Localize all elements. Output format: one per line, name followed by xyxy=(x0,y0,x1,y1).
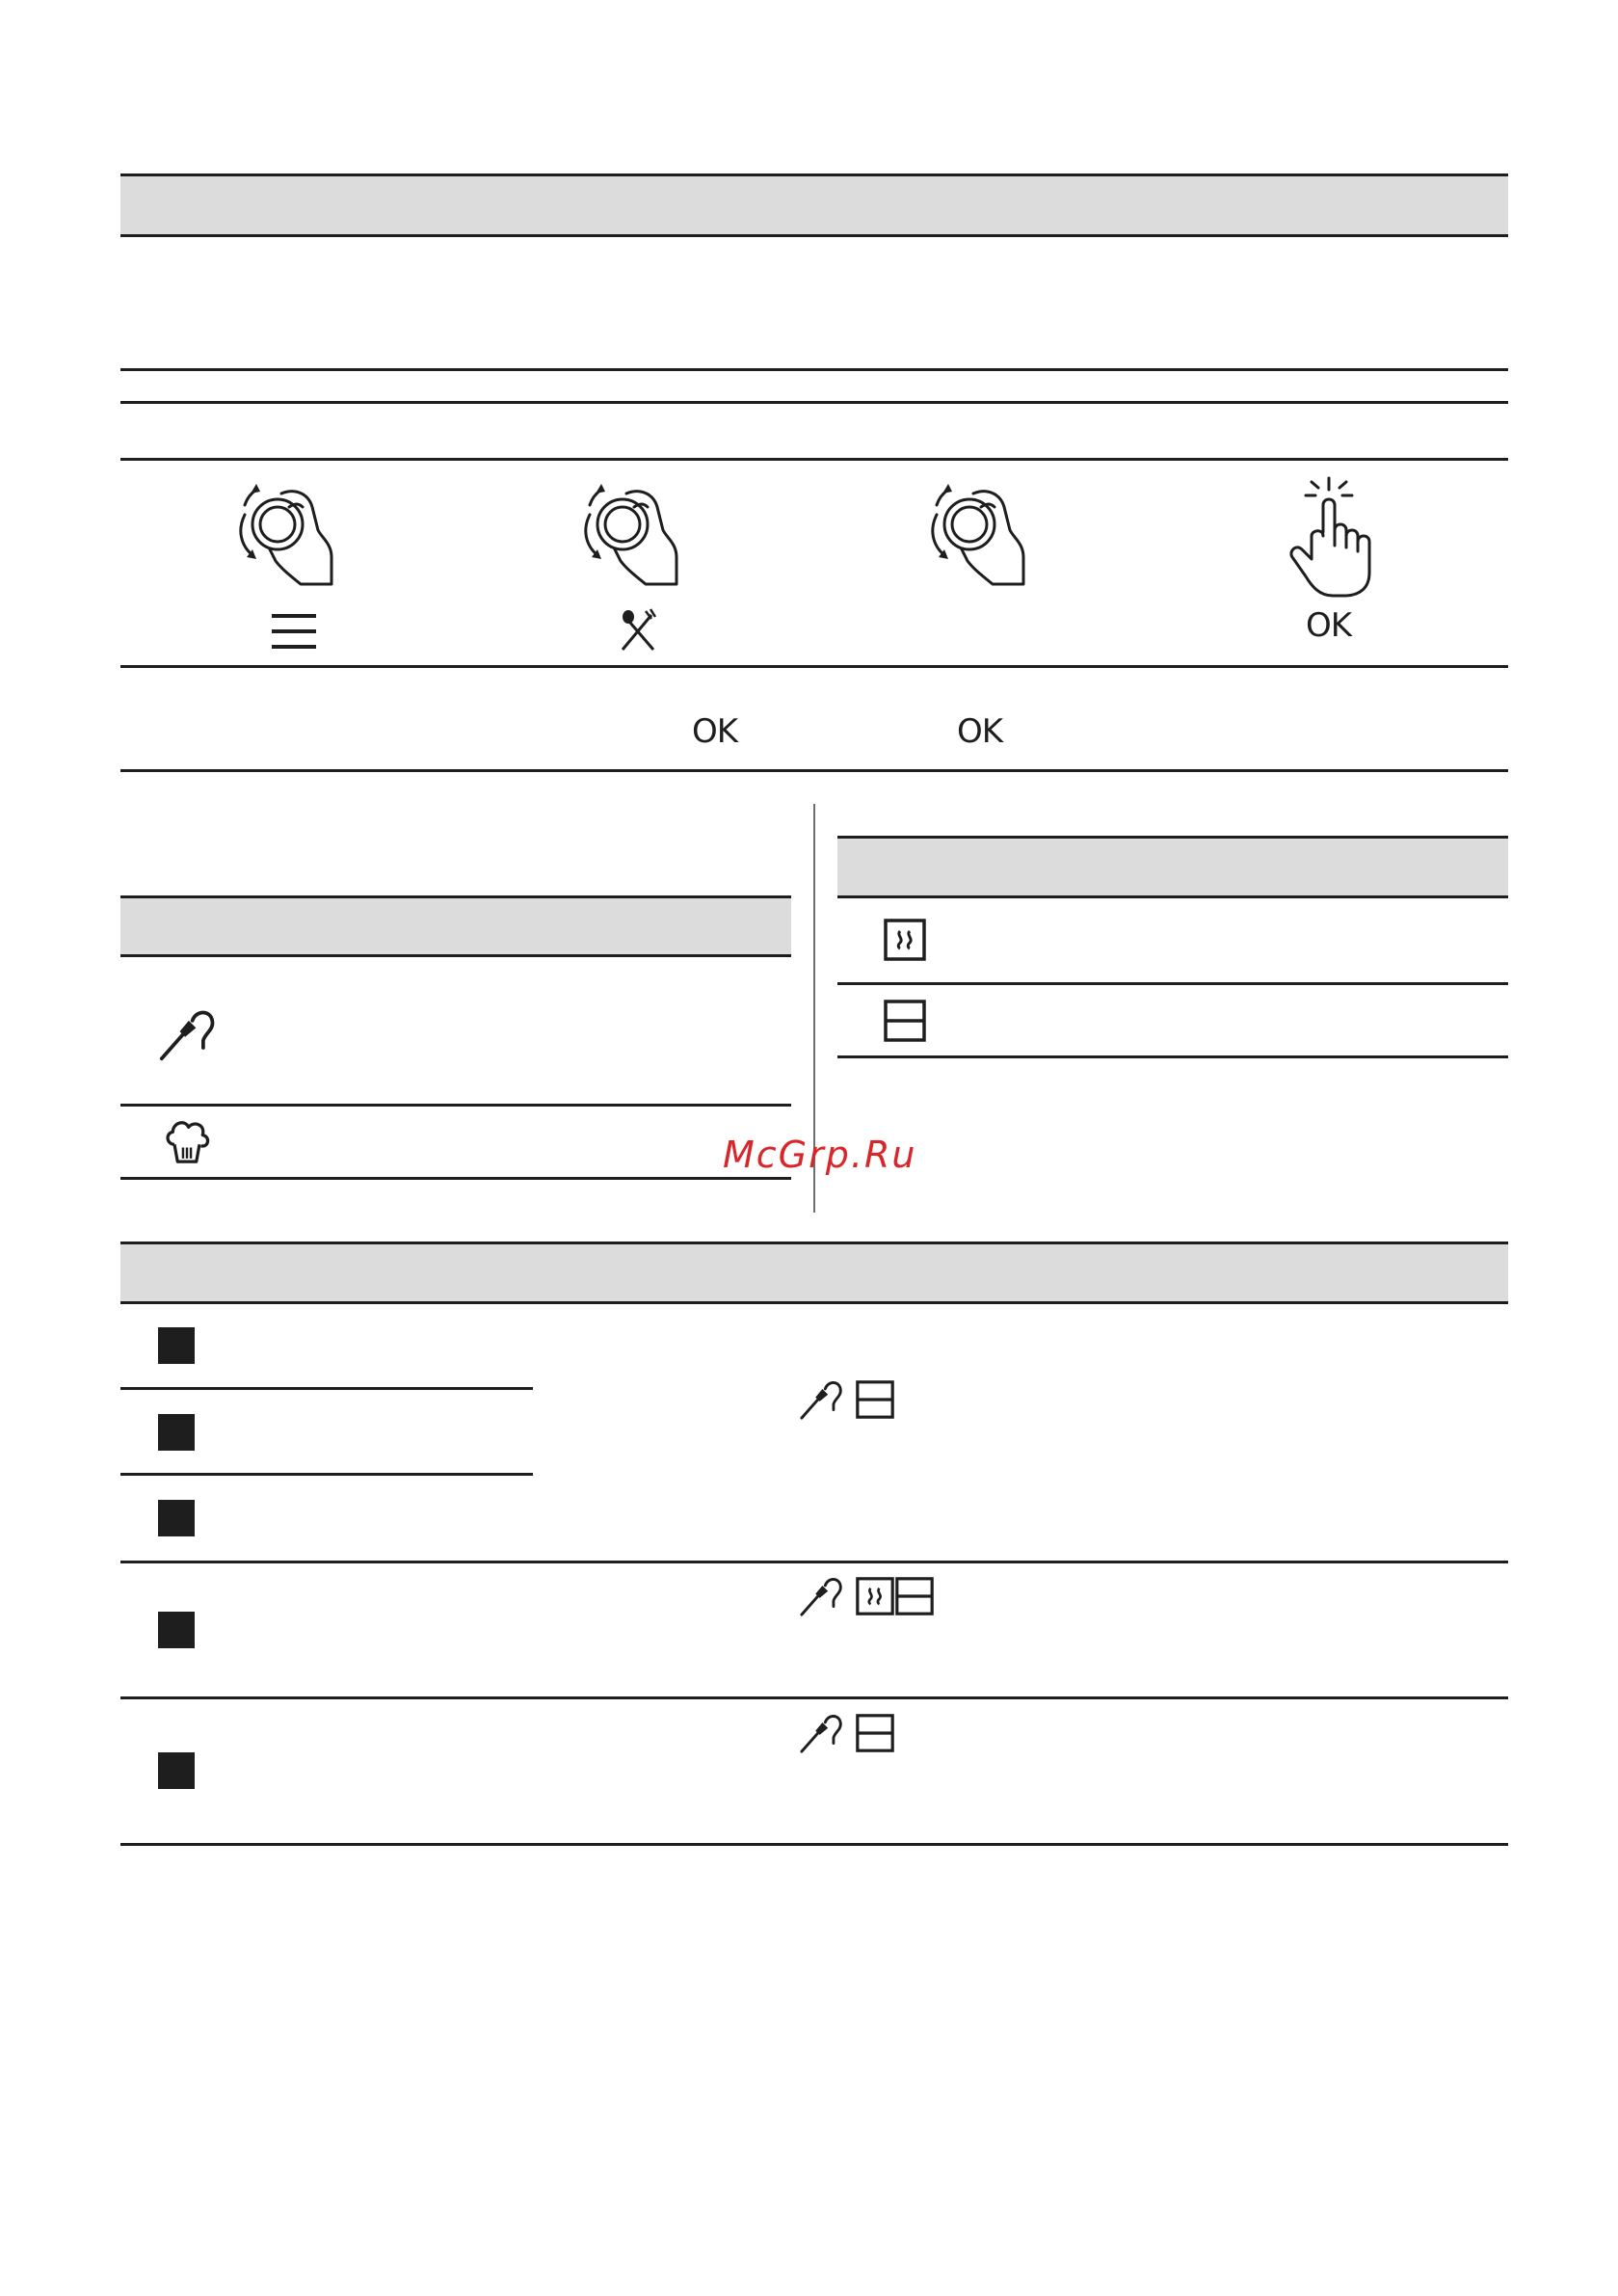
meat-probe-icon xyxy=(158,1004,216,1062)
top-heat-icon xyxy=(884,919,926,961)
top-heat-icon xyxy=(856,1577,894,1615)
rule xyxy=(837,895,1508,898)
header-band-bottom xyxy=(120,1243,1508,1302)
watermark: McGrp.Ru xyxy=(723,1134,917,1176)
rule xyxy=(120,1387,533,1390)
rule xyxy=(120,1696,1508,1699)
ok-label: OK xyxy=(692,712,738,751)
rule xyxy=(120,1104,791,1107)
bottom-heat-icon xyxy=(856,1714,894,1752)
rule xyxy=(120,1241,1508,1244)
spoon-fork-icon xyxy=(617,609,659,652)
rule xyxy=(120,1177,791,1180)
ok-label: OK xyxy=(957,712,1003,751)
rotate-knob-hand-icon xyxy=(231,474,347,590)
rule xyxy=(120,401,1508,404)
rule xyxy=(120,368,1508,371)
rule xyxy=(120,234,1508,237)
bottom-heat-icon xyxy=(856,1380,894,1419)
meat-probe-icon xyxy=(799,1376,843,1421)
black-square-marker xyxy=(158,1752,195,1789)
header-band-top xyxy=(120,175,1508,236)
rule xyxy=(120,895,791,898)
meat-probe-icon xyxy=(799,1573,843,1617)
rule xyxy=(120,458,1508,461)
rule xyxy=(837,1055,1508,1058)
header-band-right xyxy=(837,838,1508,896)
menu-icon xyxy=(270,613,318,650)
black-square-marker xyxy=(158,1612,195,1648)
bottom-heat-icon xyxy=(884,1000,926,1042)
rule xyxy=(120,1843,1508,1846)
rule xyxy=(120,665,1508,668)
rule xyxy=(837,982,1508,985)
black-square-marker xyxy=(158,1500,195,1536)
rule xyxy=(120,1301,1508,1304)
press-knob-hand-icon xyxy=(1277,476,1393,601)
ok-label: OK xyxy=(1306,606,1352,645)
rule xyxy=(120,1473,533,1476)
black-square-marker xyxy=(158,1327,195,1364)
rotate-knob-hand-icon xyxy=(576,474,692,590)
rule xyxy=(120,954,791,957)
rule xyxy=(120,1561,1508,1563)
rule xyxy=(837,836,1508,839)
rule xyxy=(120,769,1508,772)
header-band-left xyxy=(120,897,791,955)
black-square-marker xyxy=(158,1414,195,1451)
rule xyxy=(120,174,1508,176)
bottom-heat-icon xyxy=(895,1577,934,1615)
meat-probe-icon xyxy=(799,1710,843,1754)
rotate-knob-hand-icon xyxy=(923,474,1039,590)
steam-icon xyxy=(162,1116,212,1166)
